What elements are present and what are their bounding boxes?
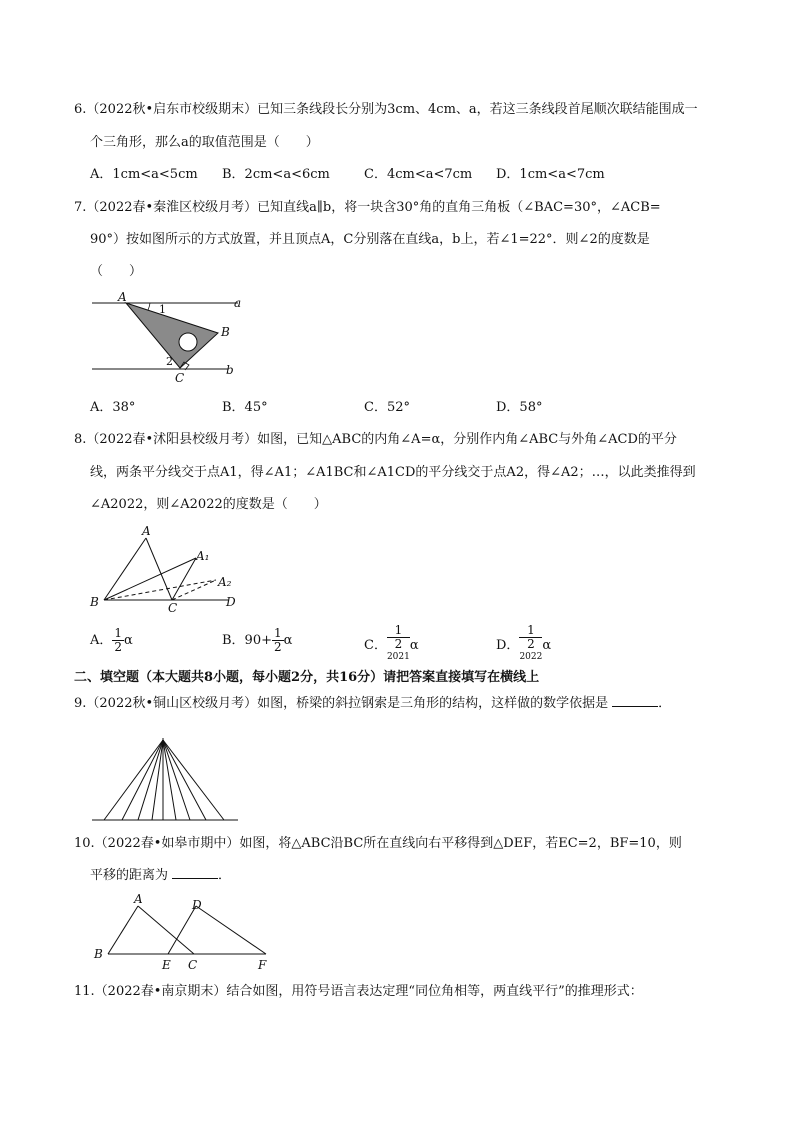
q8-label-A2: A₂ [218,575,232,589]
q7-figure [88,288,248,388]
q10-label-C: C [188,958,198,972]
q8-option-d-num: 1 [519,624,542,638]
q8-label-C: C [168,601,178,614]
q10-text: 平移的距离为 [90,868,169,883]
q7-label-B: B [221,325,230,339]
section-2-title: 二、填空题（本大题共8小题，每小题2分，共16分）请把答案直接填写在横线上 [74,670,540,685]
q8-label-D: D [226,595,236,609]
q7-option-b: B．45° [222,400,268,415]
q9-end: ． [658,696,672,711]
q8-option-c-den-base: 2 [394,637,403,651]
q8-option-c [364,624,419,667]
q8-option-b-label: B．90+ [222,633,272,648]
q6-line2: 个三角形，那么a的取值范围是（ ） [90,135,319,150]
q9-line1 [74,694,671,714]
q8-option-c-alpha: α [409,638,419,653]
q8-option-d-alpha: α [542,638,552,653]
q8-option-d-fraction [519,624,542,667]
q10-label-E: E [162,958,171,972]
q10-label-D: D [192,898,202,912]
q10-line1: 10.（2022春•如皋市期中）如图，将△ABC沿BC所在直线向右平移得到△DEF，若EC=2，BF=10，则 [74,836,682,851]
q7-option-d: D．58° [496,400,543,415]
q8-option-b-fraction [272,627,284,654]
q10-answer-blank[interactable] [172,866,218,879]
q9-text: 9.（2022秋•铜山区校级月考）如图，桥梁的斜拉钢索是三角形的结构，这样做的数学依据是 [74,696,609,711]
q8-option-b-num: 1 [274,626,282,640]
q7-label-a: a [234,296,242,310]
q8-option-a-label: A． [90,633,113,648]
q8-option-a-fraction [112,627,124,654]
q8-line2: 线，两条平分线交于点A1，得∠A1；∠A1BC和∠A1CD的平分线交于点A2，得∠A2；…，以此类推得到 [90,465,696,480]
q7-line1: 7.（2022春•秦淮区校级月考）已知直线a∥b，将一块含30°角的直角三角板（∠BAC=30°，∠ACB= [74,200,661,215]
q6-option-d: D．1cm<a<7cm [496,167,605,182]
q8-label-B: B [90,595,99,609]
q11-line1: 11.（2022春•南京期末）结合如图，用符号语言表达定理“同位角相等，两直线平行”的推理形式： [74,984,643,999]
q9-answer-blank[interactable] [612,694,658,707]
q8-line1: 8.（2022春•沭阳县校级月考）如图，已知△ABC的内角∠A=α，分别作内角∠ABC与外角∠ACD的平分 [74,432,677,447]
q10-figure [88,892,278,972]
q7-label-b: b [226,363,234,377]
q8-option-d-label: D． [496,638,520,653]
q8-option-b [222,624,292,658]
q10-line2 [90,866,231,886]
q8-option-d [496,624,551,667]
q8-figure [86,522,246,614]
q6-option-c: C．4cm<a<7cm [364,167,473,182]
q6-line1: 6.（2022秋•启东市校级期末）已知三条线段长分别为3cm、4cm、a，若这三条线段首尾顺次联结能围成一 [74,102,698,117]
q7-line3: （ ） [90,264,143,279]
q8-option-a-alpha: α [124,633,133,648]
q8-label-A1: A₁ [196,549,210,563]
q7-label-angle1: 1 [159,303,166,316]
q8-option-a [90,624,133,658]
q8-option-d-den-base: 2 [527,637,535,651]
q6-option-b: B．2cm<a<6cm [222,167,330,182]
q8-option-a-num: 1 [114,626,123,640]
q7-label-A: A [118,290,127,304]
q7-label-angle2: 2 [166,355,173,368]
q9-bridge-figure [88,732,242,826]
q8-line3: ∠A2022，则∠A2022的度数是（ ） [90,497,327,512]
q8-option-d-den-exp: 2022 [519,652,543,662]
q8-option-b-alpha: α [283,633,293,648]
q8-option-c-label: C． [364,638,387,653]
q8-option-a-den: 2 [114,640,123,654]
q8-label-A: A [142,524,151,538]
q7-option-a: A．38° [90,400,136,415]
q10-label-F: F [258,958,267,972]
q7-line2: 90°）按如图所示的方式放置，并且顶点A，C分别落在直线a，b上，若∠1=22°．则∠2的度数是 [90,232,650,247]
q7-option-c: C．52° [364,400,410,415]
q8-option-b-den: 2 [274,640,282,654]
q8-option-c-den-exp: 2021 [386,652,410,662]
q8-option-c-num: 1 [387,624,410,638]
q10-label-B: B [94,947,103,961]
q10-end: ． [218,868,232,883]
q8-option-c-fraction [387,624,410,667]
q10-label-A: A [134,892,143,906]
q6-option-a: A．1cm<a<5cm [90,167,198,182]
q7-label-C: C [175,371,185,385]
